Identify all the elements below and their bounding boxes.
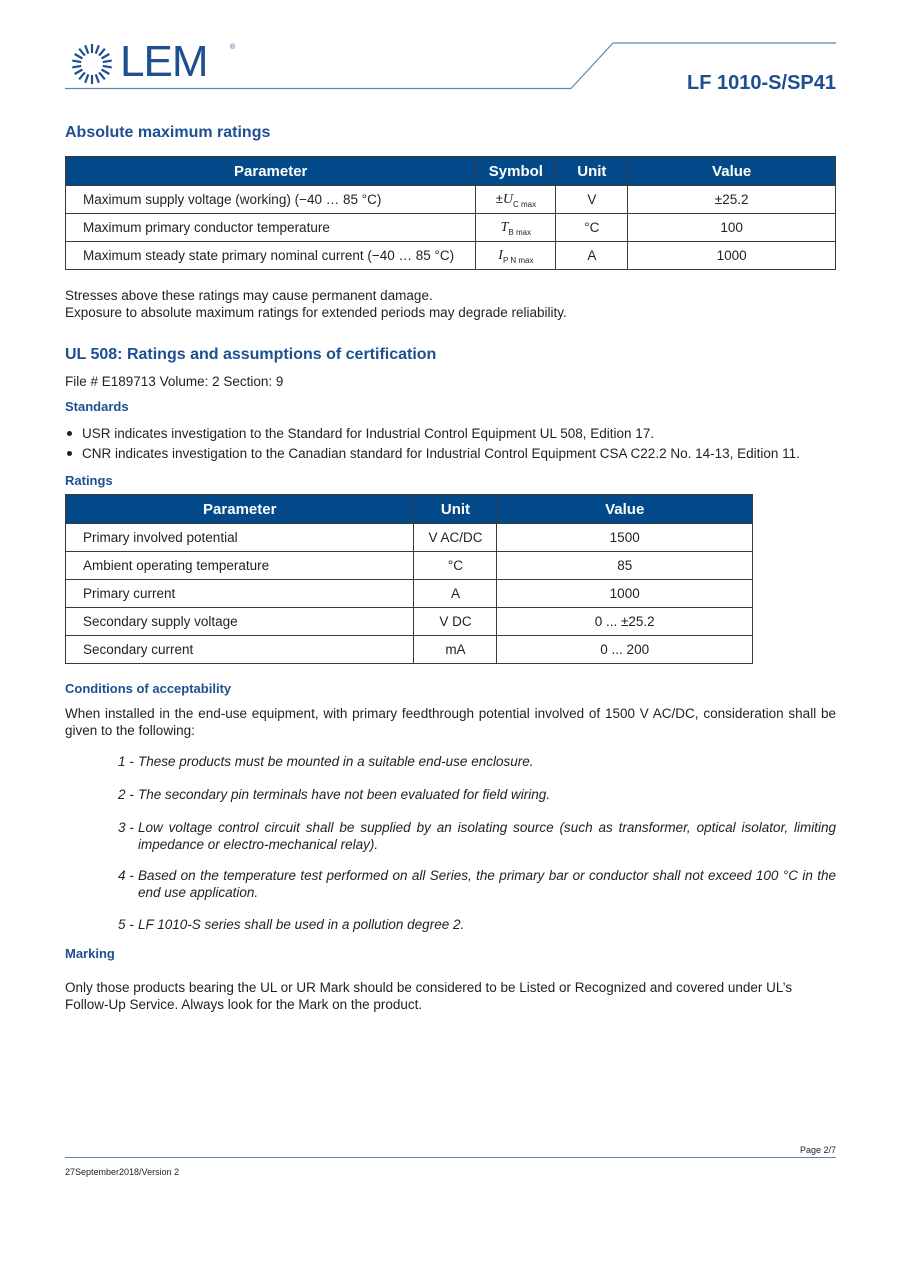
cell-parameter: Primary involved potential <box>66 524 414 552</box>
column-header: Value <box>628 157 836 186</box>
bullet-icon <box>67 451 72 456</box>
sunburst-icon <box>68 40 116 88</box>
condition-item: 3 - Low voltage control circuit shall be supplied by an isolating source (such as transformer, optical isolator, limiting impedance or electro-mechanical relay). <box>118 820 836 852</box>
cell-value: 1000 <box>628 242 836 270</box>
cell-symbol: $T_{B max}$ <box>476 214 556 242</box>
page-number: Page 2/7 <box>799 1145 836 1155</box>
lem-logo <box>68 37 243 88</box>
table-row <box>66 242 836 270</box>
list-item: USR indicates investigation to the Standard for Industrial Control Equipment UL 508, Edition 17. <box>65 423 800 444</box>
stress-note-2: Exposure to absolute maximum ratings for extended periods may degrade reliability. <box>65 305 567 320</box>
cell-symbol: $\pm U_{C max}$ <box>476 186 556 214</box>
column-header: Value <box>497 495 753 524</box>
cell-unit: V DC <box>414 608 497 636</box>
table-header-row <box>66 157 836 186</box>
column-header: Symbol <box>476 157 556 186</box>
cell-parameter: Maximum supply voltage (working) (−40 … 85 °C) <box>66 186 476 214</box>
cell-unit: °C <box>556 214 628 242</box>
cell-symbol: $I_{P N max}$ <box>476 242 556 270</box>
cell-value: 0 ... ±25.2 <box>497 608 753 636</box>
file-info: File # E189713 Volume: 2 Section: 9 <box>65 374 284 389</box>
subsection-title-marking: Marking <box>65 946 115 961</box>
cell-unit: V AC/DC <box>414 524 497 552</box>
subsection-title-ratings: Ratings <box>65 473 113 488</box>
table-header-row <box>66 495 753 524</box>
subsection-title-standards: Standards <box>65 399 129 414</box>
cell-value: 0 ... 200 <box>497 636 753 664</box>
table-row <box>66 524 753 552</box>
cell-value: ±25.2 <box>628 186 836 214</box>
column-header: Parameter <box>66 495 414 524</box>
cell-parameter: Ambient operating temperature <box>66 552 414 580</box>
cell-parameter: Maximum primary conductor temperature <box>66 214 476 242</box>
standards-list <box>65 423 800 464</box>
condition-item: 2 - The secondary pin terminals have not been evaluated for field wiring. <box>118 787 550 802</box>
condition-item: 5 - LF 1010-S series shall be used in a pollution degree 2. <box>118 917 465 932</box>
table-row <box>66 552 753 580</box>
cell-parameter: Primary current <box>66 580 414 608</box>
stress-note-1: Stresses above these ratings may cause permanent damage. <box>65 288 433 303</box>
cell-parameter: Secondary current <box>66 636 414 664</box>
subsection-title-conditions: Conditions of acceptability <box>65 681 232 696</box>
cell-unit: °C <box>414 552 497 580</box>
section-title-ul508: UL 508: Ratings and assumptions of certification <box>65 346 437 363</box>
cell-parameter: Maximum steady state primary nominal current (−40 … 85 °C) <box>66 242 476 270</box>
section-title-absolute-max: Absolute maximum ratings <box>65 124 271 141</box>
registered-mark: ® <box>230 44 236 51</box>
table-row <box>66 186 836 214</box>
bullet-icon <box>67 431 72 436</box>
cell-unit: V <box>556 186 628 214</box>
cell-parameter: Secondary supply voltage <box>66 608 414 636</box>
condition-item: 1 - These products must be mounted in a suitable end-use enclosure. <box>118 754 534 769</box>
table-row <box>66 580 753 608</box>
conditions-intro: When installed in the end-use equipment, with primary feedthrough potential involved of 1500 V AC/DC, consideration shall be given to the following: <box>65 706 836 738</box>
column-header: Unit <box>556 157 628 186</box>
table-row <box>66 214 836 242</box>
logo-wordmark: LEM <box>120 37 208 86</box>
marking-text: Only those products bearing the UL or UR Mark should be considered to be Listed or Recognized and covered under UL’s Follow-Up Service. Always look for the Mark on the product. <box>65 980 793 1012</box>
absolute-max-table <box>65 156 836 270</box>
cell-value: 85 <box>497 552 753 580</box>
column-header: Unit <box>414 495 497 524</box>
document-id: LF 1010-S/SP41 <box>687 72 836 94</box>
footer-rule <box>65 1157 836 1158</box>
condition-item: 4 - Based on the temperature test performed on all Series, the primary bar or conductor shall not exceed 100 °C in the end use application. <box>118 868 836 900</box>
cell-value: 100 <box>628 214 836 242</box>
cell-unit: mA <box>414 636 497 664</box>
cell-unit: A <box>414 580 497 608</box>
table-row <box>66 636 753 664</box>
document-version: 27September2018/Version 2 <box>65 1167 180 1177</box>
cell-unit: A <box>556 242 628 270</box>
list-item: CNR indicates investigation to the Canadian standard for Industrial Control Equipment CSA C22.2 No. 14-13, Edition 11. <box>65 444 800 465</box>
column-header: Parameter <box>66 157 476 186</box>
cell-value: 1000 <box>497 580 753 608</box>
table-row <box>66 608 753 636</box>
cell-value: 1500 <box>497 524 753 552</box>
ul-ratings-table <box>65 494 753 664</box>
